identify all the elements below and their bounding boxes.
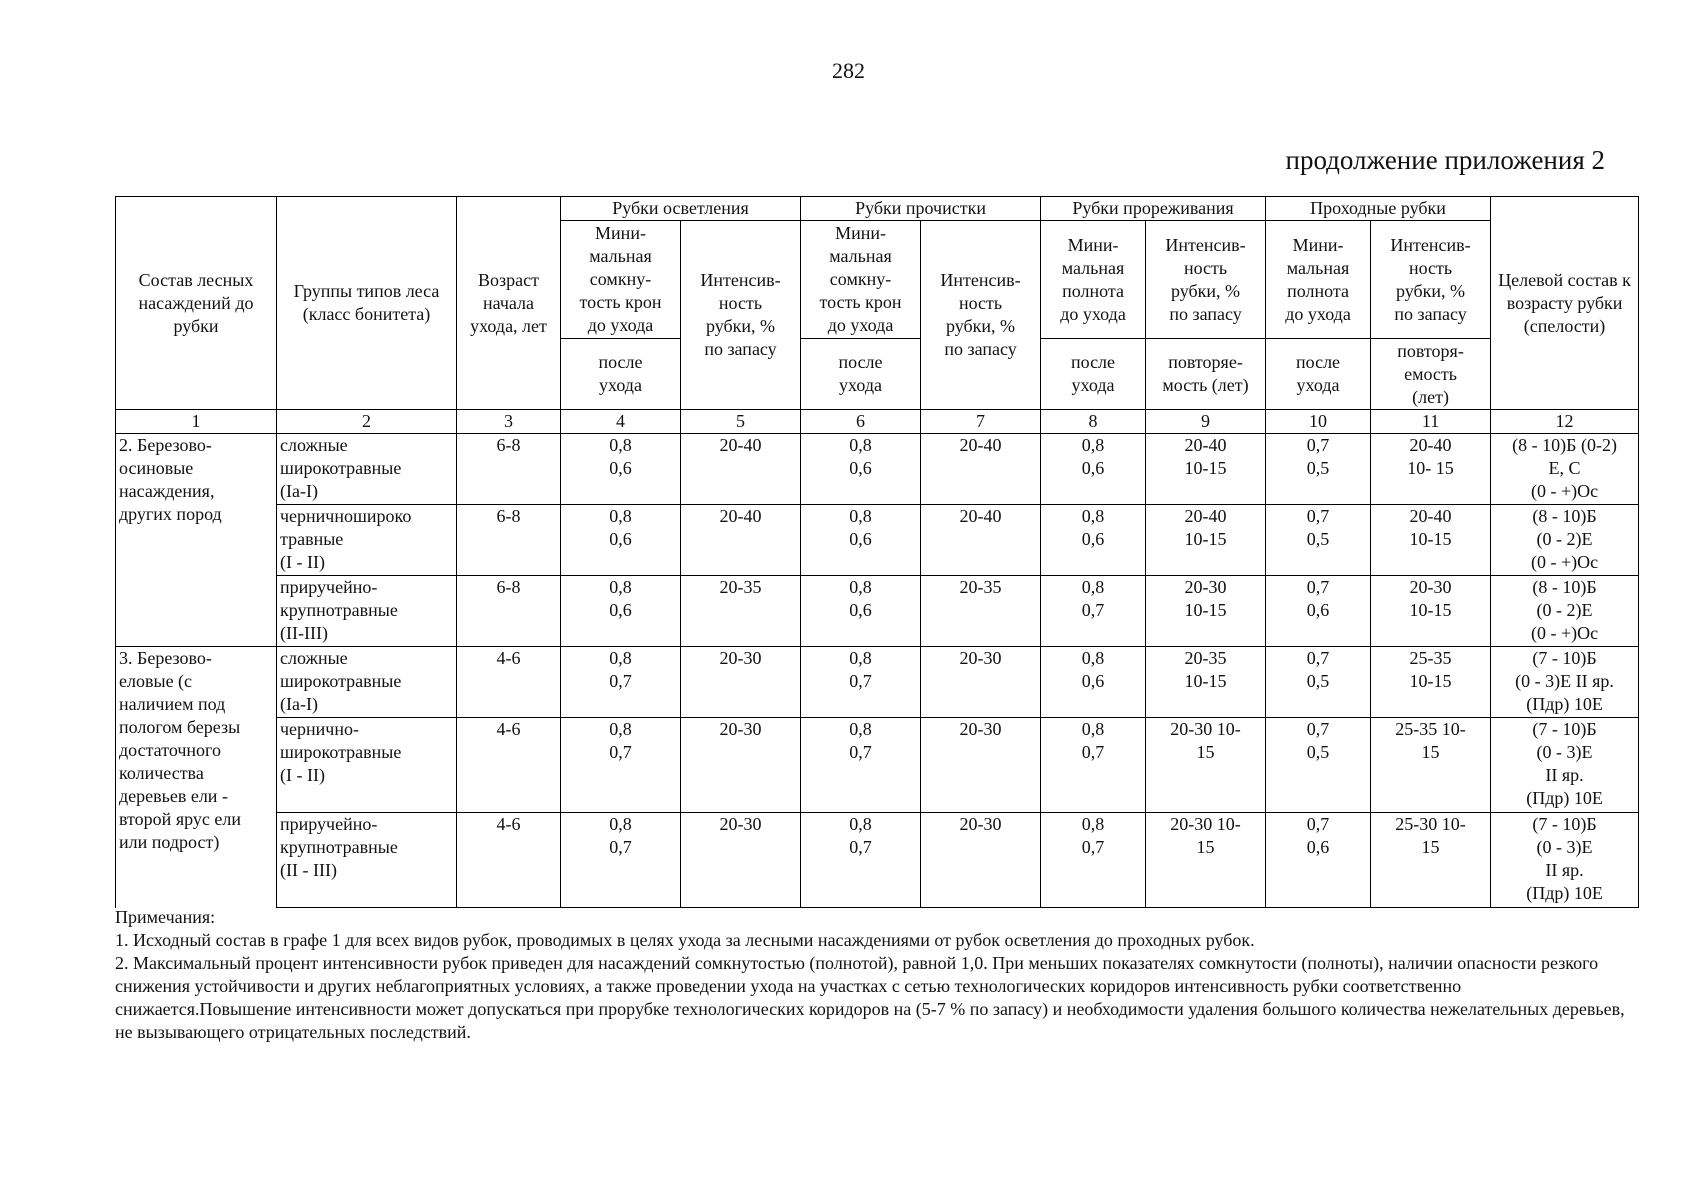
header-intensity-11: Интенсив- ность рубки, % по запасу — [1371, 221, 1491, 339]
value-cell-c10: 0,7 0,5 — [1266, 647, 1371, 718]
value-cell-c11: 20-40 10-15 — [1371, 505, 1491, 576]
value-cell-c4: 0,8 0,7 — [561, 718, 681, 813]
header-target-composition: Целевой состав к возрасту рубки (спелости) — [1491, 197, 1639, 410]
value-cell-c5: 20-30 — [681, 813, 801, 908]
forest-type-cell: черничношироко травные (I - II) — [277, 505, 457, 576]
value-cell-c8: 0,8 0,6 — [1041, 505, 1146, 576]
header-intensity-5: Интенсив- ность рубки, % по запасу — [681, 221, 801, 410]
header-min-closure-6: Мини- мальная сомкну- тость крон до ухода — [801, 221, 921, 339]
value-cell-c12: (8 - 10)Б (0 - 2)Е (0 - +)Ос — [1491, 505, 1639, 576]
value-cell-c11: 25-35 10-15 — [1371, 647, 1491, 718]
value-cell-c7: 20-30 — [921, 718, 1041, 813]
header-intensity-9: Интенсив- ность рубки, % по запасу — [1146, 221, 1266, 339]
header-group-prorezhivanie: Рубки прореживания — [1041, 197, 1266, 221]
value-cell-c10: 0,7 0,6 — [1266, 576, 1371, 647]
value-cell-c5: 20-30 — [681, 718, 801, 813]
value-cell-c12: (8 - 10)Б (0-2) Е, С (0 - +)Ос — [1491, 434, 1639, 505]
value-cell-c11: 25-30 10- 15 — [1371, 813, 1491, 908]
header-forest-type: Группы типов леса (класс бонитета) — [277, 197, 457, 410]
value-cell-c9: 20-40 10-15 — [1146, 505, 1266, 576]
value-cell-c6: 0,8 0,6 — [801, 505, 921, 576]
value-cell-c5: 20-40 — [681, 434, 801, 505]
column-number: 2 — [277, 410, 457, 434]
column-number: 4 — [561, 410, 681, 434]
column-number: 8 — [1041, 410, 1146, 434]
value-cell-c8: 0,8 0,6 — [1041, 647, 1146, 718]
notes-title: Примечания: — [115, 907, 216, 927]
note-2: 2. Максимальный процент интенсивности рубок приведен для насаждений сомкнутостью (полнотой), равной 1,0. При меньших показателях сомкнутости (полноты), наличии опасности резкого снижения устойчивости и других неблагоприятных условиях, а также проведении ухода на участках с сетью технологических коридоров интенсивность рубки соответственно снижается.Повышение интенсивности может допускаться при прорубке технологических коридоров на (5-7 % по запасу) и необходимости удаления большого количества нежелательных деревьев, не вызывающего отрицательных последствий. — [115, 953, 1625, 1042]
column-number: 10 — [1266, 410, 1371, 434]
page-number: 282 — [832, 58, 865, 83]
value-cell-c12: (7 - 10)Б (0 - 3)Е II яр. (Пдр) 10Е — [1491, 718, 1639, 813]
value-cell-c8: 0,8 0,7 — [1041, 576, 1146, 647]
header-group-prokhodnye: Проходные рубки — [1266, 197, 1491, 221]
header-intensity-7: Интенсив- ность рубки, % по запасу — [921, 221, 1041, 410]
column-number: 5 — [681, 410, 801, 434]
start-age-cell: 4-6 — [457, 813, 561, 908]
table-row — [116, 647, 1639, 718]
value-cell-c9: 20-30 10-15 — [1146, 576, 1266, 647]
header-after-8: после ухода — [1041, 339, 1146, 410]
header-after-6: после ухода — [801, 339, 921, 410]
value-cell-c4: 0,8 0,6 — [561, 576, 681, 647]
value-cell-c12: (8 - 10)Б (0 - 2)Е (0 - +)Ос — [1491, 576, 1639, 647]
table-row — [116, 505, 1639, 576]
header-group-osvetlenie: Рубки осветления — [561, 197, 801, 221]
value-cell-c8: 0,8 0,6 — [1041, 434, 1146, 505]
value-cell-c5: 20-35 — [681, 576, 801, 647]
column-number: 7 — [921, 410, 1041, 434]
start-age-cell: 4-6 — [457, 647, 561, 718]
column-number: 1 — [116, 410, 277, 434]
note-1: 1. Исходный состав в графе 1 для всех видов рубок, проводимых в целях ухода за лесными насаждениями от рубок осветления до проходных рубок. — [115, 930, 1255, 950]
header-min-closure-4: Мини- мальная сомкну- тость крон до ухода — [561, 221, 681, 339]
composition-cell: 3. Березово- еловые (с наличием под пологом березы достаточного количества деревьев ели - второй ярус ели или подрост) — [116, 647, 277, 908]
forest-type-cell: сложные широкотравные (Iа-I) — [277, 647, 457, 718]
value-cell-c5: 20-30 — [681, 647, 801, 718]
header-after-4: после ухода — [561, 339, 681, 410]
start-age-cell: 6-8 — [457, 505, 561, 576]
value-cell-c4: 0,8 0,7 — [561, 647, 681, 718]
value-cell-c6: 0,8 0,7 — [801, 647, 921, 718]
column-number: 9 — [1146, 410, 1266, 434]
value-cell-c7: 20-30 — [921, 647, 1041, 718]
column-number: 11 — [1371, 410, 1491, 434]
value-cell-c8: 0,8 0,7 — [1041, 813, 1146, 908]
start-age-cell: 6-8 — [457, 434, 561, 505]
header-repeat-9: повторяе- мость (лет) — [1146, 339, 1266, 410]
header-min-density-8: Мини- мальная полнота до ухода — [1041, 221, 1146, 339]
value-cell-c10: 0,7 0,6 — [1266, 813, 1371, 908]
value-cell-c12: (7 - 10)Б (0 - 3)Е II яр. (Пдр) 10Е — [1491, 647, 1639, 718]
forest-type-cell: чернично- широкотравные (I - II) — [277, 718, 457, 813]
value-cell-c5: 20-40 — [681, 505, 801, 576]
value-cell-c8: 0,8 0,7 — [1041, 718, 1146, 813]
value-cell-c9: 20-40 10-15 — [1146, 434, 1266, 505]
forest-type-cell: сложные широкотравные (Iа-I) — [277, 434, 457, 505]
header-group-prochistka: Рубки прочистки — [801, 197, 1041, 221]
table-row — [116, 813, 1639, 908]
value-cell-c11: 25-35 10- 15 — [1371, 718, 1491, 813]
header-repeat-11: повторя- емость (лет) — [1371, 339, 1491, 410]
start-age-cell: 4-6 — [457, 718, 561, 813]
value-cell-c6: 0,8 0,6 — [801, 576, 921, 647]
value-cell-c11: 20-40 10- 15 — [1371, 434, 1491, 505]
value-cell-c9: 20-30 10- 15 — [1146, 718, 1266, 813]
notes — [115, 906, 1638, 1044]
header-min-density-10: Мини- мальная полнота до ухода — [1266, 221, 1371, 339]
forest-type-cell: приручейно- крупнотравные (II-III) — [277, 576, 457, 647]
continuation-caption: продолжение приложения 2 — [1285, 145, 1605, 175]
column-number: 3 — [457, 410, 561, 434]
column-number-row — [116, 410, 1639, 434]
column-number: 12 — [1491, 410, 1639, 434]
forest-type-cell: приручейно- крупнотравные (II - III) — [277, 813, 457, 908]
header-composition: Состав лесных насаждений до рубки — [116, 197, 277, 410]
table-row — [116, 718, 1639, 813]
header-after-10: после ухода — [1266, 339, 1371, 410]
value-cell-c10: 0,7 0,5 — [1266, 505, 1371, 576]
value-cell-c7: 20-40 — [921, 434, 1041, 505]
value-cell-c7: 20-35 — [921, 576, 1041, 647]
value-cell-c11: 20-30 10-15 — [1371, 576, 1491, 647]
value-cell-c10: 0,7 0,5 — [1266, 434, 1371, 505]
value-cell-c4: 0,8 0,6 — [561, 434, 681, 505]
value-cell-c6: 0,8 0,7 — [801, 813, 921, 908]
value-cell-c6: 0,8 0,7 — [801, 718, 921, 813]
column-number: 6 — [801, 410, 921, 434]
value-cell-c4: 0,8 0,7 — [561, 813, 681, 908]
table-row — [116, 576, 1639, 647]
value-cell-c7: 20-30 — [921, 813, 1041, 908]
value-cell-c7: 20-40 — [921, 505, 1041, 576]
start-age-cell: 6-8 — [457, 576, 561, 647]
data-table — [115, 196, 1639, 908]
composition-cell: 2. Березово- осиновые насаждения, других пород — [116, 434, 277, 647]
value-cell-c10: 0,7 0,5 — [1266, 718, 1371, 813]
value-cell-c9: 20-30 10- 15 — [1146, 813, 1266, 908]
value-cell-c4: 0,8 0,6 — [561, 505, 681, 576]
value-cell-c6: 0,8 0,6 — [801, 434, 921, 505]
value-cell-c9: 20-35 10-15 — [1146, 647, 1266, 718]
table-row — [116, 434, 1639, 505]
header-start-age: Возраст начала ухода, лет — [457, 197, 561, 410]
value-cell-c12: (7 - 10)Б (0 - 3)Е II яр. (Пдр) 10Е — [1491, 813, 1639, 908]
